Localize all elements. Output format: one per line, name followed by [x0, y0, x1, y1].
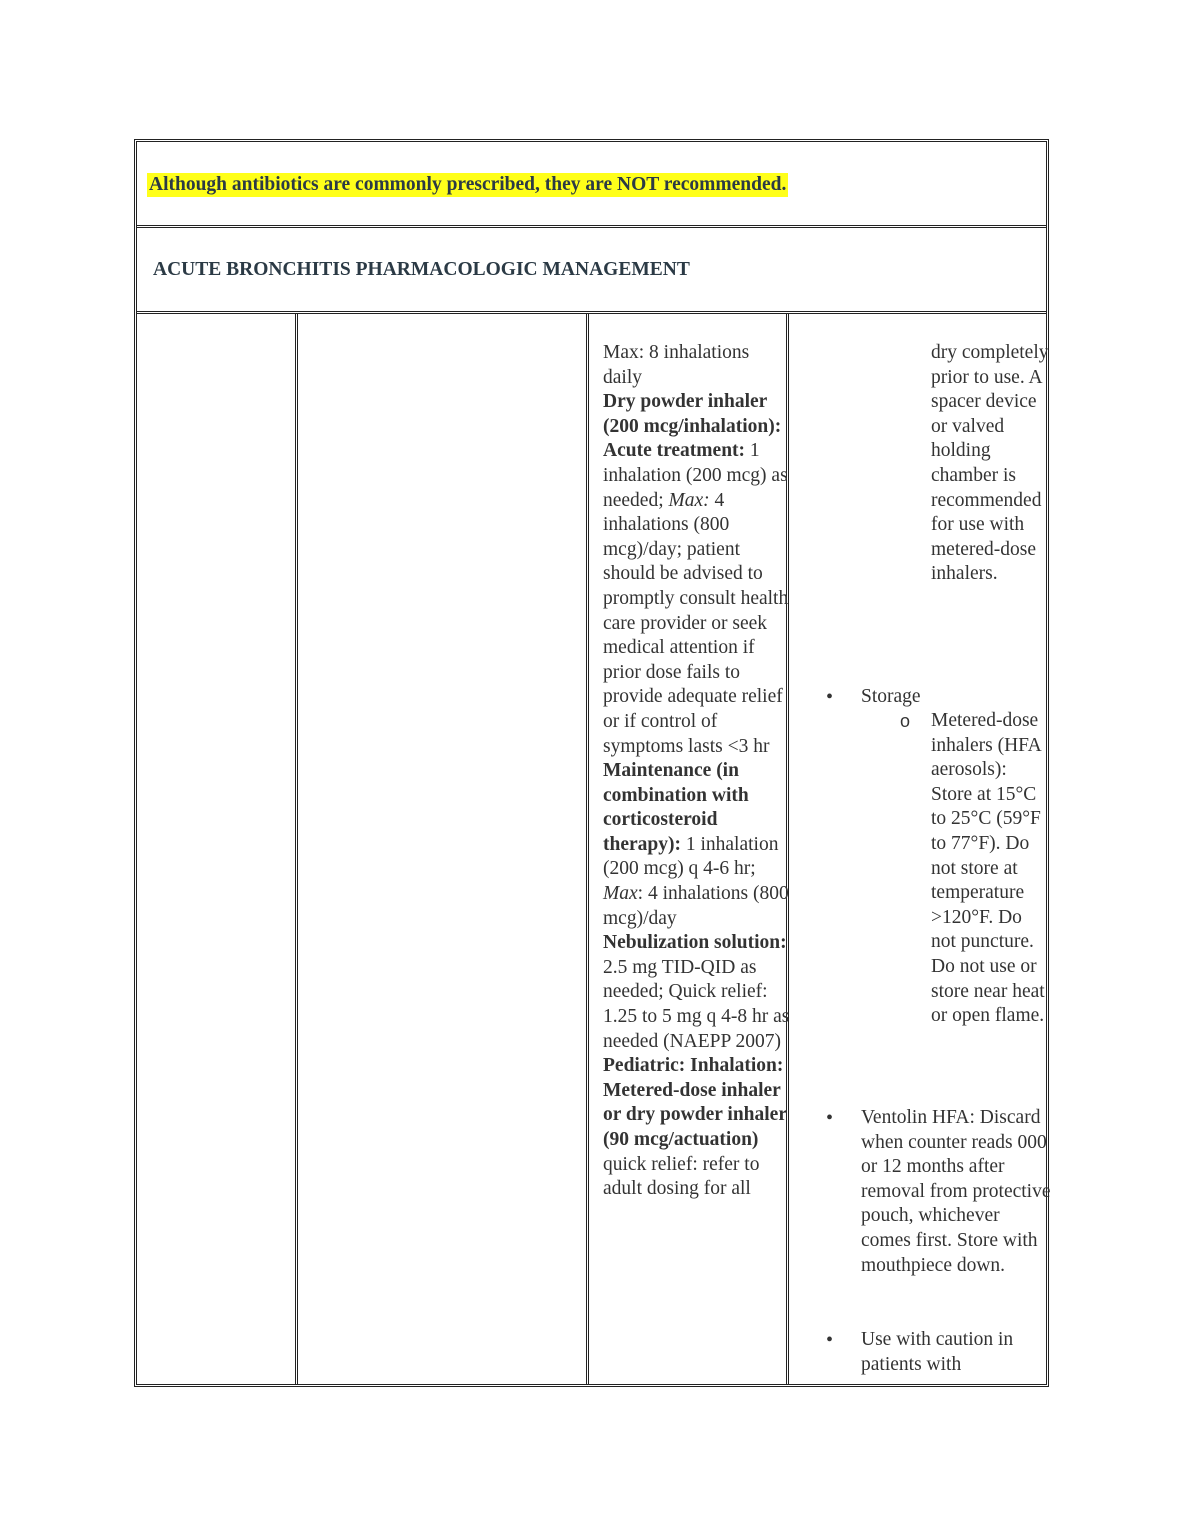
pediatric-paragraph	[603, 1054, 791, 1202]
heading-row	[137, 228, 1046, 314]
notice-row	[137, 142, 1046, 228]
maintenance-label: Maintenance (in combination with corticosteroid therapy):	[603, 760, 749, 855]
acute-treatment-text-2: 4 inhalations (800 mcg)/day; patient should be advised to promptly consult health care provider or seek medical attention if prior dose fails to provide adequate relief or if control of symptoms lasts <3 hr	[603, 489, 789, 757]
bullet-icon: •	[826, 1107, 834, 1129]
nebulization-text: 2.5 mg TID-QID as needed; Quick relief: 1.25 to 5 mg q 4-8 hr as needed (NAEPP 2007)	[603, 956, 790, 1052]
nebulization-label: Nebulization solution:	[603, 932, 787, 954]
pediatric-label: Pediatric: Inhalation: Metered-dose inhaler or dry powder inhaler (90 mcg/actuation)	[603, 1055, 787, 1150]
dosing-column	[603, 341, 791, 1202]
maintenance-text-2: : 4 inhalations (800 mcg)/day	[603, 883, 789, 929]
max-daily-text: Max: 8 inhalations daily	[603, 342, 750, 388]
maintenance-paragraph	[603, 759, 791, 931]
storage-label: Storage	[861, 686, 921, 707]
bullet-icon: •	[826, 1329, 834, 1351]
dry-powder-paragraph	[603, 390, 791, 759]
max-label-2: Max	[603, 883, 638, 905]
bullet-icon: •	[826, 686, 834, 708]
acute-treatment-text-1: 1 inhalation (200 mcg) as needed;	[603, 440, 788, 511]
dry-powder-label: Dry powder inhaler (200 mcg/inhalation):	[603, 391, 782, 437]
column-divider-1	[295, 314, 298, 1384]
pediatric-text: quick relief: refer to adult dosing for all	[603, 1153, 760, 1200]
sub-bullet-icon: o	[900, 711, 911, 731]
maintenance-text-1: 1 inhalation (200 mcg) q 4-6 hr;	[603, 833, 779, 880]
caution-text: Use with caution in patients with	[861, 1329, 1014, 1375]
drug-table	[134, 139, 1049, 1387]
acute-treatment-label: Acute treatment:	[603, 440, 746, 462]
continued-text: dry completely prior to use. A spacer device or valved holding chamber is recommended for use with metered-dose inhalers.	[931, 342, 1049, 585]
column-divider-2	[586, 314, 589, 1384]
ventolin-text: Ventolin HFA: Discard when counter reads 000 or 12 months after removal from protective pouch, whichever comes first. Store with mouthpiece down.	[861, 1107, 1051, 1276]
storage-text: Metered-dose inhalers (HFA aerosols): Store at 15°C to 25°C (59°F to 77°F). Do not store at temperature >120°F. Do not puncture. Do not use or store near heat or open flame.	[931, 710, 1045, 1027]
nebulization-paragraph	[603, 931, 791, 1054]
table-heading: ACUTE BRONCHITIS PHARMACOLOGIC MANAGEMENT	[153, 259, 690, 280]
antibiotic-notice: Although antibiotics are commonly prescribed, they are NOT recommended.	[149, 174, 787, 195]
max-label-1: Max:	[668, 489, 710, 511]
